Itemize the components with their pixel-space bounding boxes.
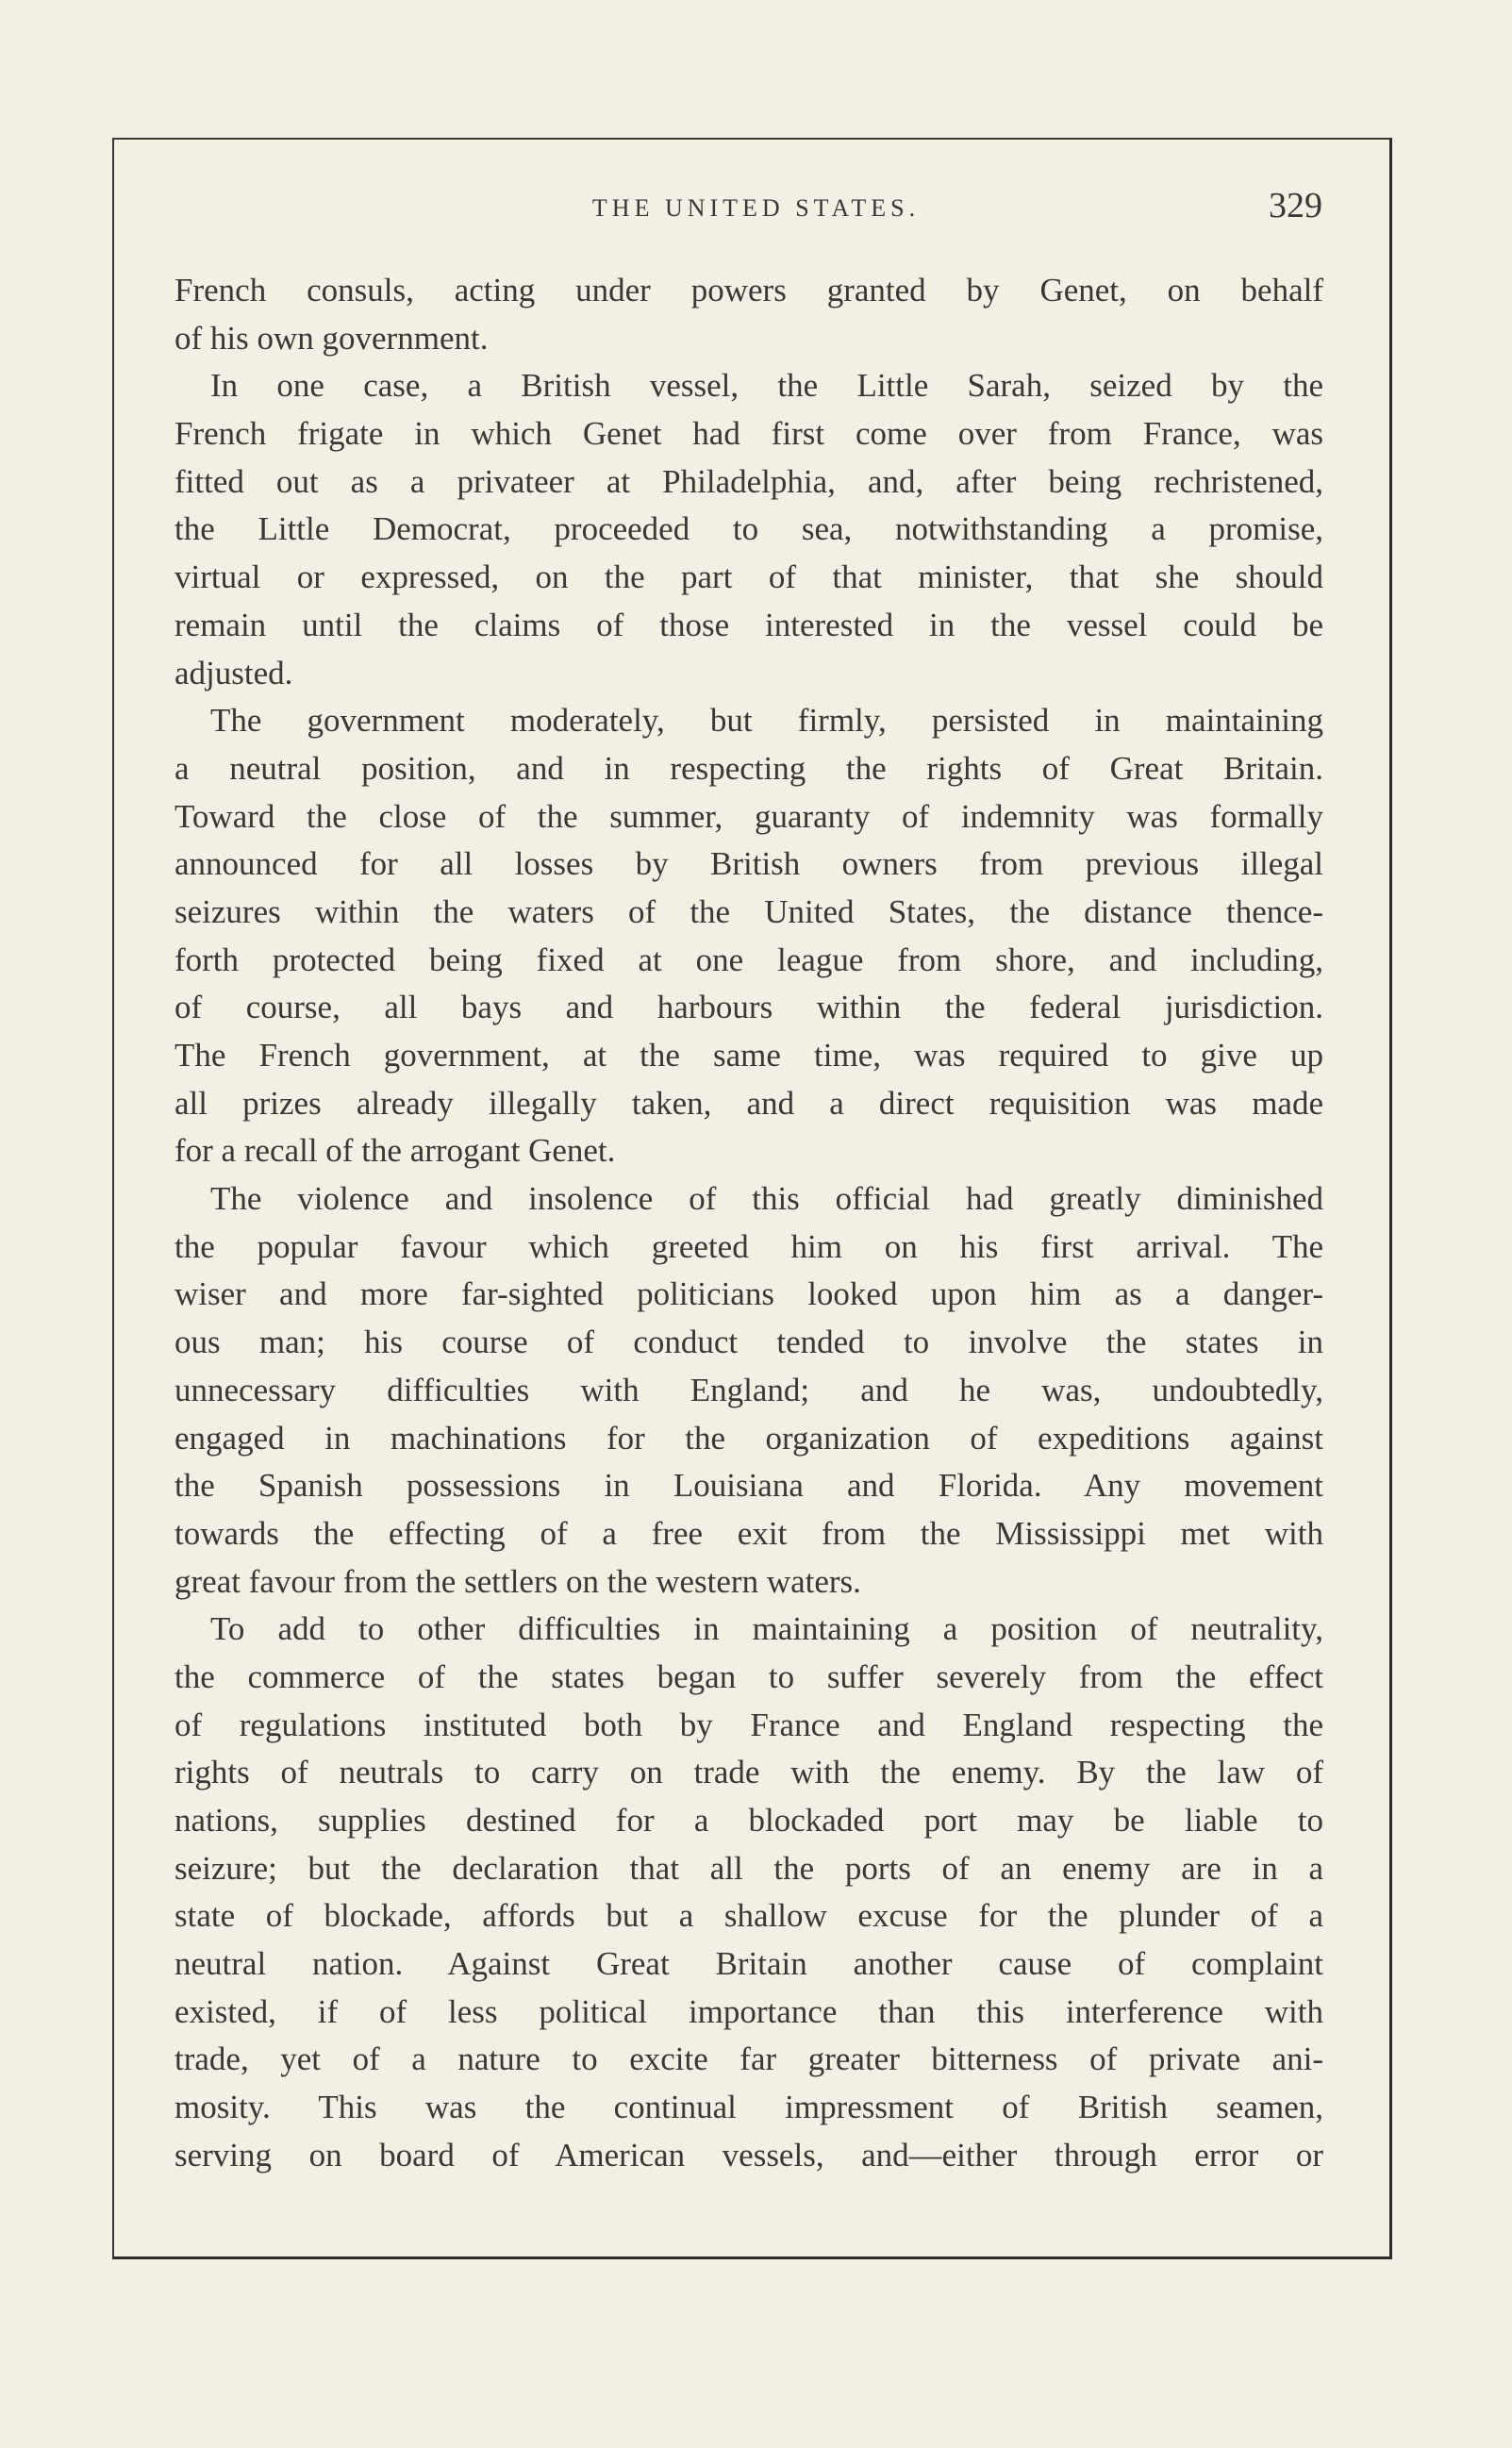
text-line: of regulations instituted both by France and England respecting the (174, 1706, 1323, 1743)
text-line: state of blockade, affords but a shallow excuse for the plunder of a (174, 1897, 1323, 1935)
text-line: serving on board of American vessels, and—either through error or (174, 2136, 1323, 2173)
text-line: trade, yet of a nature to excite far greater bitterness of private ani- (174, 2040, 1323, 2078)
text-line: rights of neutrals to carry on trade with the enemy. By the law of (174, 1754, 1323, 1791)
text-line: great favour from the settlers on the western waters. (174, 1562, 861, 1600)
text-line: unnecessary difficulties with England; and he was, undoubtedly, (174, 1371, 1323, 1408)
text-line: The French government, at the same time, was required to give up (174, 1037, 1323, 1074)
text-line: all prizes already illegally taken, and a direct requisition was made (174, 1084, 1323, 1122)
text-line: of course, all bays and harbours within the federal jurisdiction. (174, 989, 1323, 1026)
body-text (174, 267, 1323, 2180)
paragraph (174, 362, 1323, 697)
text-line: existed, if of less political importance than this interference with (174, 1992, 1323, 2030)
text-line: the Little Democrat, proceeded to sea, notwithstanding a promise, (174, 510, 1323, 548)
text-line: remain until the claims of those interested in the vessel could be (174, 606, 1323, 643)
text-line: French frigate in which Genet had first come over from France, was (174, 415, 1323, 453)
text-line: the popular favour which greeted him on his first arrival. The (174, 1227, 1323, 1265)
text-line: Toward the close of the summer, guaranty of indemnity was formally (174, 797, 1323, 835)
text-line: nations, supplies destined for a blockaded port may be liable to (174, 1802, 1323, 1839)
running-title: THE UNITED STATES. (591, 194, 921, 222)
text-line: the commerce of the states began to suffer severely from the effect (174, 1657, 1323, 1695)
paragraph (174, 697, 1323, 1175)
text-line: seizures within the waters of the United States, the distance thence- (174, 892, 1323, 930)
text-line: The violence and insolence of this official had greatly diminished (210, 1180, 1323, 1218)
text-line: engaged in machinations for the organization of expeditions against (174, 1419, 1323, 1457)
text-line: neutral nation. Against Great Britain another cause of complaint (174, 1945, 1323, 1983)
text-line: adjusted. (174, 654, 293, 691)
text-line: French consuls, acting under powers granted by Genet, on behalf (174, 272, 1323, 308)
text-line: The government moderately, but firmly, persisted in maintaining (210, 702, 1323, 740)
text-line: virtual or expressed, on the part of that minister, that she should (174, 558, 1323, 596)
text-line: for a recall of the arrogant Genet. (174, 1132, 616, 1170)
paragraph (174, 1175, 1323, 1606)
text-line: To add to other difficulties in maintaining a position of neutrality, (210, 1610, 1323, 1648)
text-line: a neutral position, and in respecting the rights of Great Britain. (174, 749, 1323, 787)
text-line: of his own government. (174, 319, 489, 357)
text-line: In one case, a British vessel, the Little Sarah, seized by the (210, 367, 1323, 405)
text-line: ous man; his course of conduct tended to involve the states in (174, 1324, 1323, 1361)
text-line: towards the effecting of a free exit from the Mississippi met with (174, 1514, 1323, 1552)
text-line: fitted out as a privateer at Philadelphia, and, after being rechristened, (174, 462, 1323, 500)
paragraph (174, 267, 1323, 362)
text-line: forth protected being fixed at one league from shore, and including, (174, 941, 1323, 978)
text-line: announced for all losses by British owners from previous illegal (174, 845, 1323, 883)
text-line: the Spanish possessions in Louisiana and Florida. Any movement (174, 1467, 1323, 1505)
page-number: 329 (1269, 186, 1322, 225)
text-line: wiser and more far-sighted politicians looked upon him as a danger- (174, 1275, 1323, 1313)
text-line: seizure; but the declaration that all the ports of an enemy are in a (174, 1849, 1323, 1887)
paragraph (174, 1606, 1323, 2179)
text-line: mosity. This was the continual impressment of British seamen, (174, 2089, 1323, 2126)
